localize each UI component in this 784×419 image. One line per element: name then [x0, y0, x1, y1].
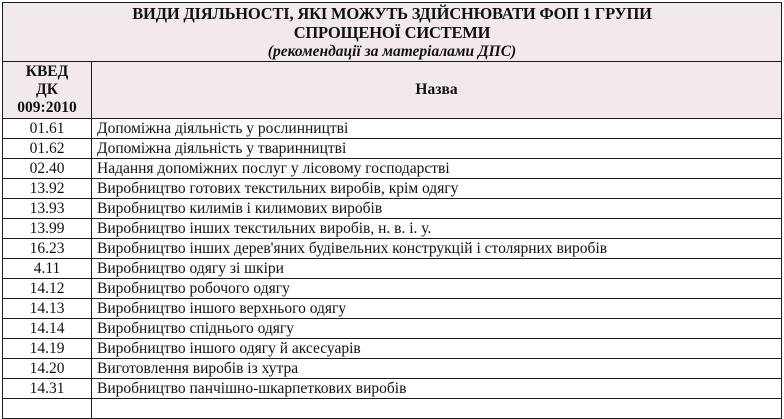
- table-subtitle: (рекомендації за матеріалами ДПС): [267, 42, 517, 60]
- row-code: 13.99: [3, 219, 92, 239]
- row-code: [3, 399, 92, 419]
- title-line-1: ВИДИ ДІЯЛЬНОСТІ, ЯКІ МОЖУТЬ ЗДІЙСНЮВАТИ ФОП 1 ГРУПИ: [132, 3, 652, 23]
- table-row: [3, 259, 782, 279]
- table-title: [3, 3, 782, 62]
- row-name: Виробництво одягу зі шкіри: [92, 259, 782, 279]
- column-header-code-line-2: ДК: [36, 81, 58, 98]
- row-name: Виготовлення виробів із хутра: [92, 359, 782, 379]
- row-name: Виробництво інших дерев'яних будівельних конструкцій і столярних виробів: [92, 239, 782, 259]
- table-row: [3, 279, 782, 299]
- row-code: 16.23: [3, 239, 92, 259]
- row-name: Виробництво інших текстильних виробів, н. в. і. у.: [92, 219, 782, 239]
- row-code: 13.92: [3, 179, 92, 199]
- row-code: 01.62: [3, 139, 92, 159]
- row-code: 01.61: [3, 119, 92, 139]
- row-name: Допоміжна діяльність у рослинництві: [92, 119, 782, 139]
- table-row: [3, 359, 782, 379]
- table-row: [3, 119, 782, 139]
- row-code: 14.14: [3, 319, 92, 339]
- row-name: [92, 399, 782, 419]
- row-code: 14.19: [3, 339, 92, 359]
- title-line-2: СПРОЩЕНОЇ СИСТЕМИ: [293, 22, 491, 42]
- row-name: Допоміжна діяльність у тваринництві: [92, 139, 782, 159]
- row-code: 14.13: [3, 299, 92, 319]
- table-row: [3, 299, 782, 319]
- column-header-row: [3, 62, 782, 119]
- row-name: Виробництво іншого одягу й аксесуарів: [92, 339, 782, 359]
- table-row: [3, 379, 782, 399]
- row-name: Виробництво спіднього одягу: [92, 319, 782, 339]
- row-code: 13.93: [3, 199, 92, 219]
- row-name: Виробництво панчішно-шкарпеткових виробів: [92, 379, 782, 399]
- activities-table: [2, 2, 782, 419]
- row-code: 14.20: [3, 359, 92, 379]
- row-name: Виробництво іншого верхнього одягу: [92, 299, 782, 319]
- table-row: [3, 159, 782, 179]
- row-code: 14.12: [3, 279, 92, 299]
- table-row: [3, 319, 782, 339]
- column-header-code: [3, 62, 92, 119]
- table-row: [3, 219, 782, 239]
- row-name: Надання допоміжних послуг у лісовому господарстві: [92, 159, 782, 179]
- table-row: [3, 139, 782, 159]
- row-name: Виробництво готових текстильних виробів, крім одягу: [92, 179, 782, 199]
- table-row: [3, 199, 782, 219]
- row-code: 02.40: [3, 159, 92, 179]
- table-row: [3, 179, 782, 199]
- row-name: Виробництво робочого одягу: [92, 279, 782, 299]
- column-header-code-line-3: 009:2010: [17, 99, 77, 116]
- column-header-code-line-1: КВЕД: [25, 63, 69, 80]
- table-row-partial: [3, 399, 782, 419]
- title-row: [3, 3, 782, 62]
- column-header-name: Назва: [92, 62, 782, 119]
- table-row: [3, 339, 782, 359]
- row-code: 4.11: [3, 259, 92, 279]
- row-name: Виробництво килимів і килимових виробів: [92, 199, 782, 219]
- table-row: [3, 239, 782, 259]
- row-code: 14.31: [3, 379, 92, 399]
